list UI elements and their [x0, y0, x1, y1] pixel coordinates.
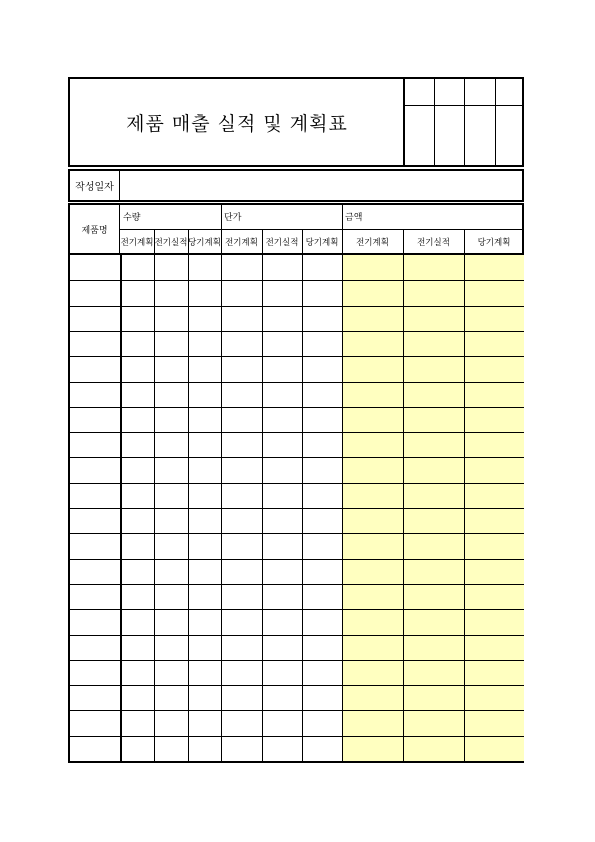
price-curr-plan-header: 당기계획	[305, 237, 339, 248]
table-row-line	[70, 635, 524, 636]
date-label: 작성일자	[70, 171, 120, 200]
table-row-line	[70, 382, 524, 383]
table-column-line	[403, 255, 404, 761]
product-name-label: 제품명	[81, 225, 108, 236]
table-row-line	[70, 533, 524, 534]
approval-column-line	[495, 79, 496, 165]
table-row-line	[70, 685, 524, 686]
date-field[interactable]	[122, 171, 522, 200]
table-column-line	[262, 255, 263, 761]
sales-plan-sheet	[68, 77, 524, 763]
approval-box	[403, 79, 524, 165]
table-row-line	[70, 356, 524, 357]
table-column-line	[221, 255, 222, 761]
table-row-line	[70, 280, 524, 281]
table-row-line	[70, 331, 524, 332]
table-row-line	[70, 407, 524, 408]
table-row-line	[70, 457, 524, 458]
quantity-prev-actual-header: 전기실적	[154, 237, 188, 248]
table-row-line	[70, 660, 524, 661]
quantity-curr-plan-header: 당기계획	[188, 237, 221, 248]
amount-prev-plan-header: 전기계획	[356, 237, 389, 248]
product-name-header	[70, 205, 120, 253]
table-row-line	[70, 508, 524, 509]
amount-group-label: 금액	[345, 213, 363, 223]
table-column-line	[120, 255, 122, 761]
table-row-line	[70, 710, 524, 711]
table-row-line	[70, 584, 524, 585]
table-row-line	[70, 483, 524, 484]
table-column-line	[154, 255, 155, 761]
quantity-group-label: 수량	[123, 213, 141, 223]
amount-prev-actual-header: 전기실적	[417, 237, 450, 248]
table-column-line	[302, 255, 303, 761]
table-header	[68, 203, 524, 255]
amount-curr-plan-header: 당기계획	[477, 237, 511, 248]
title-block	[68, 77, 524, 167]
table-row-line	[70, 306, 524, 307]
table-column-line	[464, 255, 465, 761]
quantity-prev-plan-header: 전기계획	[120, 237, 154, 248]
table-row-line	[70, 559, 524, 560]
table-row-line	[70, 432, 524, 433]
table-column-line	[188, 255, 189, 761]
document-title: 제품 매출 실적 및 계획표	[126, 112, 348, 135]
table-row-line	[70, 736, 524, 737]
date-row	[68, 169, 524, 202]
unit-price-group-label: 단가	[224, 213, 242, 223]
price-prev-actual-header: 전기실적	[265, 237, 299, 248]
table-row-line	[70, 609, 524, 610]
table-column-line	[342, 255, 343, 761]
data-grid	[68, 255, 524, 763]
approval-column-line	[464, 79, 465, 165]
price-prev-plan-header: 전기계획	[225, 237, 258, 248]
approval-column-line	[434, 79, 435, 165]
